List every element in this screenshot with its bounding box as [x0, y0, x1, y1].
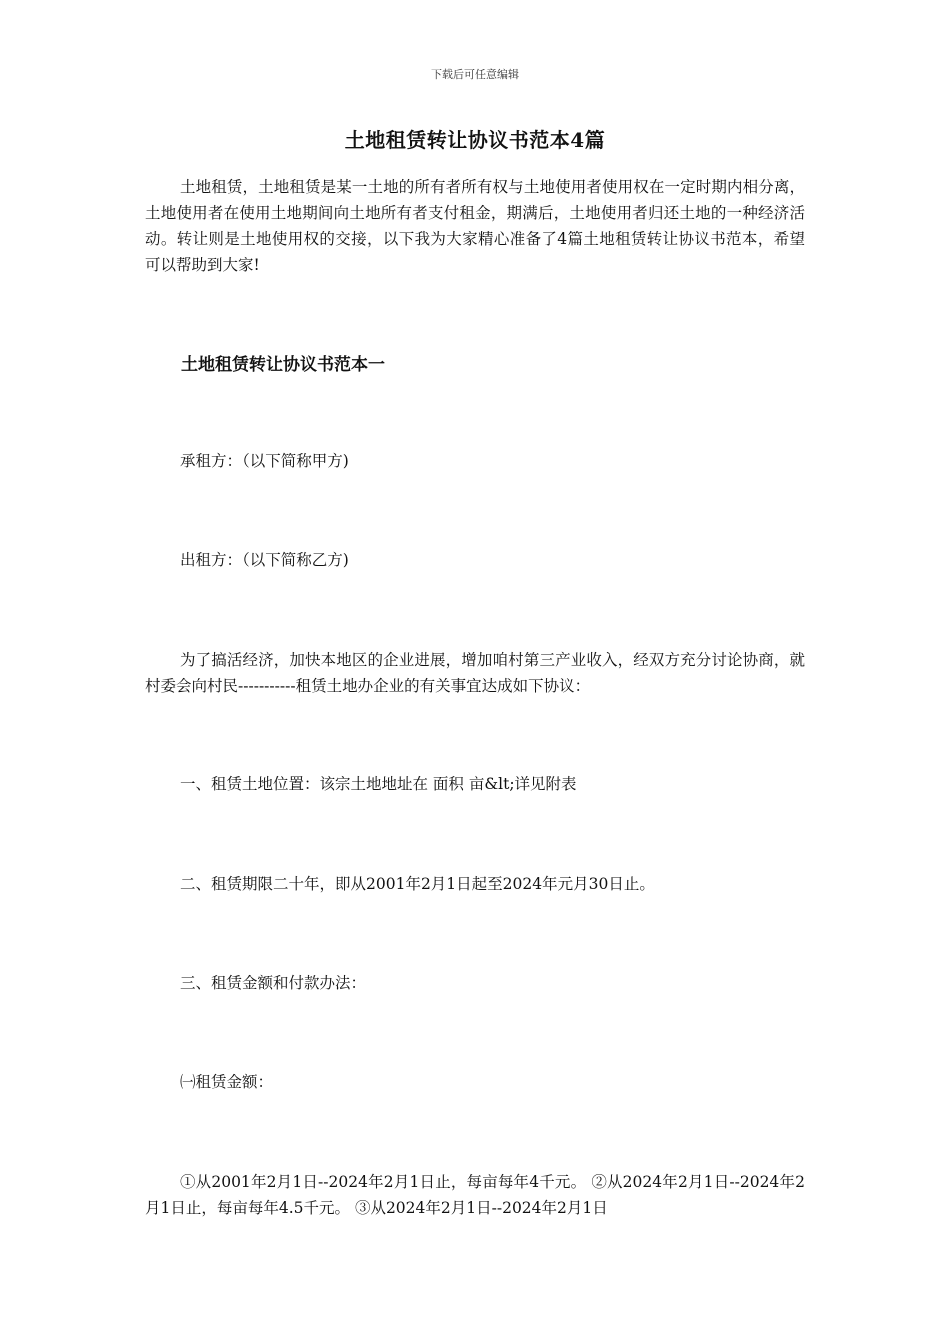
page-header-note: 下载后可任意编辑 [431, 68, 519, 81]
clause-payment: 三、租赁金额和付款办法： [180, 974, 367, 992]
payment-schedule-paragraph: ①从2001年2月1日--2024年2月1日止，每亩每年4千元。 ②从2024年2月1日--2024年2月1日止，每亩每年4.5千元。 ③从2024年2月1日--2024年2月1日 [145, 1173, 805, 1217]
section-heading-1: 土地租赁转让协议书范本一 [181, 355, 385, 375]
purpose-paragraph: 为了搞活经济，加快本地区的企业进展，增加咱村第三产业收入，经双方充分讨论协商，就村委会向村民-----------租赁土地办企业的有关事宜达成如下协议： [145, 651, 805, 695]
clause-payment-amount: ㈠租赁金额： [180, 1073, 274, 1091]
clause-location: 一、租赁土地位置：该宗土地地址在 面积 亩&lt;详见附表 [180, 775, 577, 793]
document-title: 土地租赁转让协议书范本4篇 [344, 128, 606, 152]
lessee-line: 承租方：（以下简称甲方) [180, 452, 349, 470]
clause-term: 二、租赁期限二十年，即从2001年2月1日起至2024年元月30日止。 [180, 875, 655, 893]
intro-paragraph: 土地租赁，土地租赁是某一土地的所有者所有权与土地使用者使用权在一定时期内相分离，土地使用者在使用土地期间向土地所有者支付租金，期满后，土地使用者归还土地的一种经济活动。转让则是土地使用权的交接，以下我为大家精心准备了4篇土地租赁转让协议书范本，希望可以帮助到大家! [145, 178, 805, 274]
lessor-line: 出租方：（以下简称乙方) [180, 551, 349, 569]
